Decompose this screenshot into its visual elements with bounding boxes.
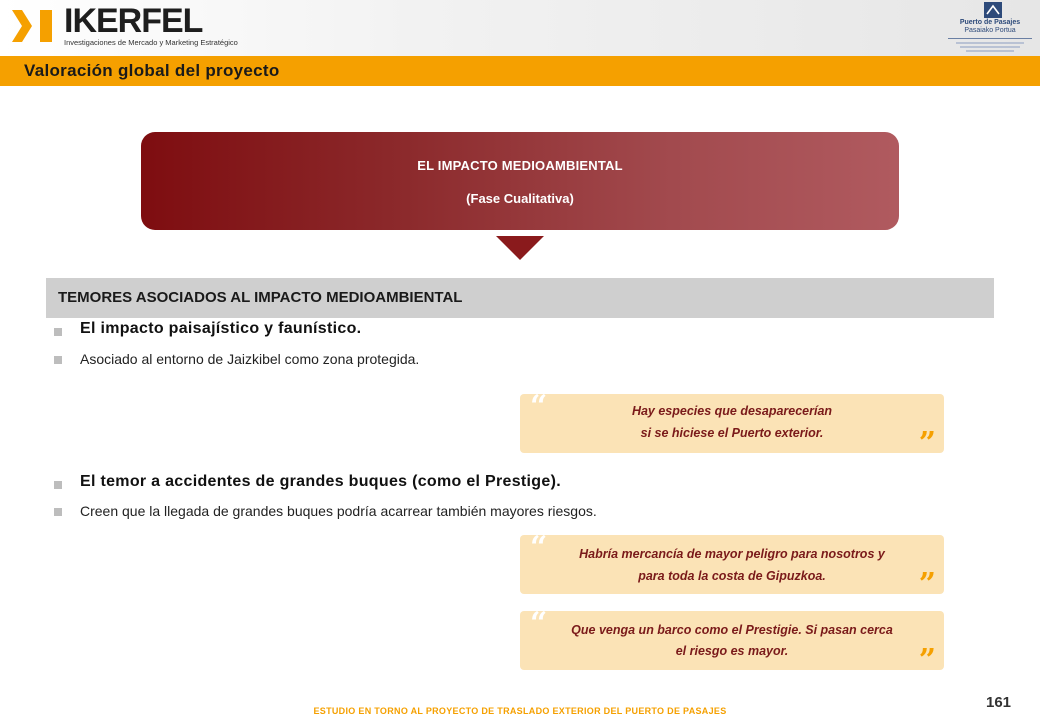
open-quote-icon: “: [530, 530, 548, 565]
title-bar: [0, 56, 1040, 86]
section-header: [46, 278, 994, 318]
quote-box: [520, 530, 944, 602]
point-main-text: El impacto paisajístico y faunístico.: [80, 320, 362, 337]
point-sub-text: Creen que la llegada de grandes buques podría acarrear también mayores riesgos.: [80, 503, 597, 519]
quote-line: Habría mercancía de mayor peligro para nosotros y: [579, 547, 885, 561]
bullet-square-icon: [54, 481, 62, 489]
port-name-line2: Pasaiako Portua: [964, 27, 1016, 34]
ikerfel-logo-mark-icon: [10, 6, 56, 46]
quote-line: Hay especies que desaparecerían: [631, 404, 833, 418]
close-quote-icon: ”: [918, 426, 936, 461]
port-divider: [948, 38, 1032, 39]
quote-line: el riesgo es mayor.: [675, 644, 789, 658]
impact-title: EL IMPACTO MEDIOAMBIENTAL: [417, 158, 623, 173]
port-logo: [944, 0, 1036, 56]
impact-box: [141, 132, 899, 230]
page-number: 161: [986, 694, 1012, 711]
close-quote-icon: ”: [918, 643, 936, 678]
down-arrow-icon: [496, 236, 544, 260]
bullet-square-icon: [54, 356, 62, 364]
footer-text: ESTUDIO EN TORNO AL PROYECTO DE TRASLADO EXTERIOR DEL PUERTO DE PASAJES: [313, 706, 727, 716]
impact-subtitle: (Fase Cualitativa): [466, 191, 574, 206]
point-main-text: El temor a accidentes de grandes buques (como el Prestige).: [80, 473, 561, 490]
section-header-text: TEMORES ASOCIADOS AL IMPACTO MEDIOAMBIENTAL: [58, 289, 463, 306]
quote-line: para toda la costa de Gipuzkoa.: [638, 569, 826, 583]
point-sub-text: Asociado al entorno de Jaizkibel como zona protegida.: [80, 351, 420, 367]
company-logo-name: IKERFEL: [64, 2, 203, 40]
port-bird-icon: [984, 2, 1002, 18]
bullet-square-icon: [54, 328, 62, 336]
port-fine-print: [956, 42, 1024, 44]
header-band: [0, 0, 1040, 56]
open-quote-icon: “: [530, 389, 548, 424]
port-fine-print: [966, 50, 1014, 52]
page-title: Valoración global del proyecto: [24, 61, 280, 80]
port-fine-print: [960, 46, 1020, 48]
quote-box: [520, 606, 944, 678]
close-quote-icon: ”: [918, 567, 936, 602]
company-tagline: Investigaciones de Mercado y Marketing Estratégico: [64, 38, 238, 47]
bullet-square-icon: [54, 508, 62, 516]
quote-box: [520, 389, 944, 461]
quote-line: Que venga un barco como el Prestigie. Si pasan cerca: [571, 623, 893, 637]
port-name-line1: Puerto de Pasajes: [959, 19, 1021, 26]
quote-line: si se hiciese el Puerto exterior.: [640, 426, 824, 440]
open-quote-icon: “: [530, 606, 548, 641]
